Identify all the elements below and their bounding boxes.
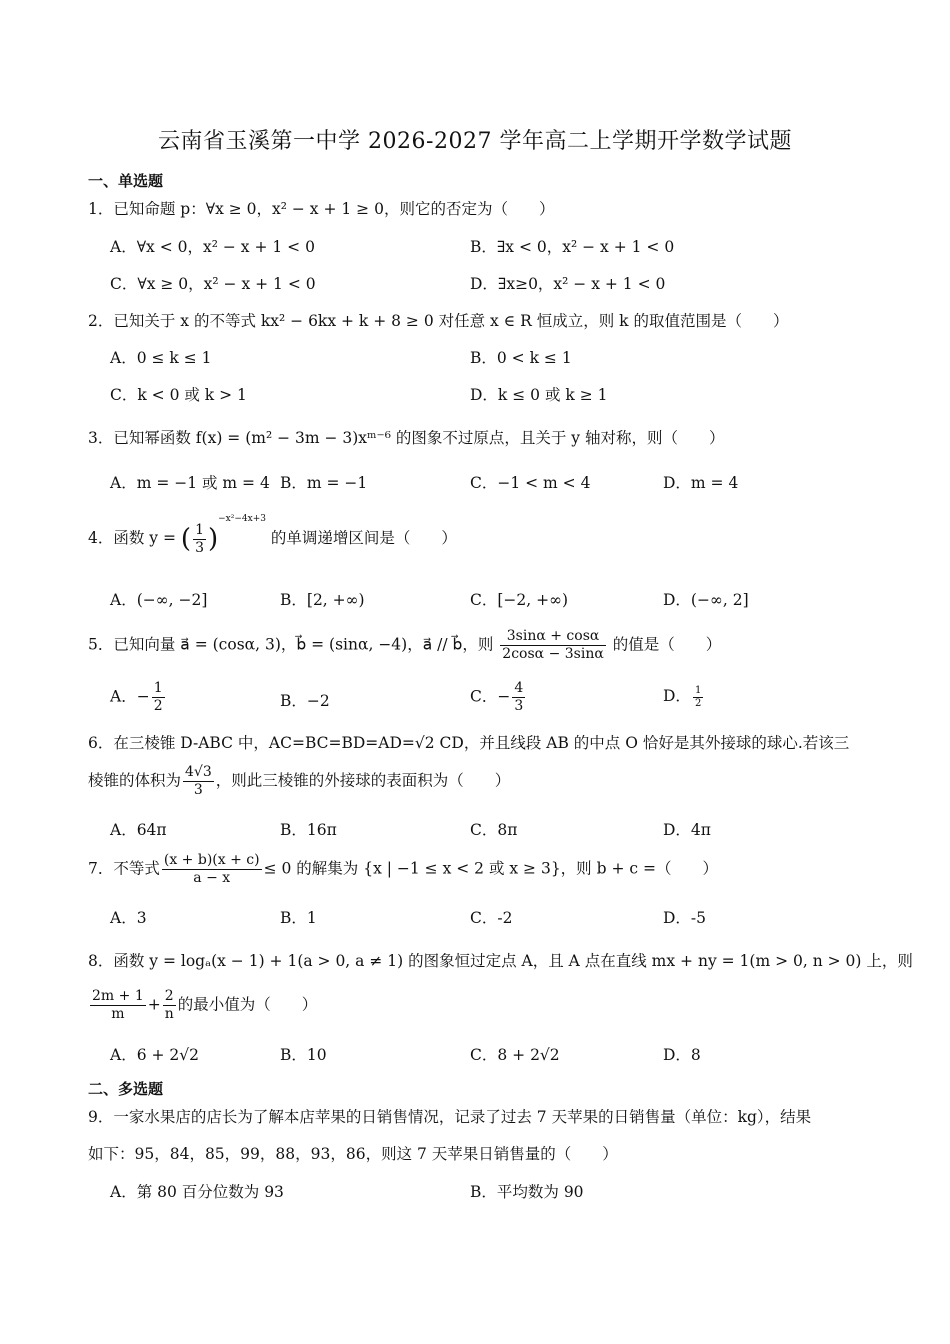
question-5-stem-suffix: 的值是（ ）: [612, 635, 722, 654]
question-5-option-c-denominator: 3: [514, 697, 524, 714]
question-6-fraction-denominator: 3: [193, 781, 203, 798]
question-4-option-b: B．[2, +∞): [280, 591, 365, 609]
question-7-stem: [88, 852, 718, 887]
question-5-option-c-numerator: 4: [514, 680, 524, 696]
question-7-option-a: A．3: [110, 909, 147, 927]
question-6-option-b: B．16π: [280, 821, 337, 839]
question-7-fraction-denominator: a − x: [193, 869, 231, 886]
question-6-line-2: [88, 764, 510, 799]
question-4-option-d: D．(−∞, 2]: [663, 591, 749, 609]
question-2-option-a: A．0 ≤ k ≤ 1: [110, 349, 212, 367]
question-1-option-d: D．∃x≥0，x² − x + 1 < 0: [470, 275, 666, 293]
question-8-line-1: 8．函数 y = logₐ(x − 1) + 1(a > 0, a ≠ 1) 的图象恒过定点 A，且 A 点在直线 mx + ny = 1(m > 0, n > 0) 上，则: [88, 952, 913, 970]
question-4-base-denominator: 3: [195, 539, 204, 556]
question-4-option-c: C．[−2, +∞): [470, 591, 569, 609]
section-heading-single-choice: 一、单选题: [88, 172, 164, 190]
question-8-fraction-2-denominator: n: [164, 1005, 174, 1022]
question-6-option-c: C．8π: [470, 821, 518, 839]
question-9-option-b: B．平均数为 90: [470, 1183, 584, 1201]
question-9-option-a: A．第 80 百分位数为 93: [110, 1183, 284, 1201]
question-1-option-c: C．∀x ≥ 0，x² − x + 1 < 0: [110, 275, 316, 293]
question-5-option-a-prefix: A．−: [110, 687, 150, 706]
question-6-option-d: D．4π: [663, 821, 711, 839]
question-2-option-c: C．k < 0 或 k > 1: [110, 386, 247, 404]
question-4-base-numerator: 1: [195, 521, 204, 538]
question-8-fraction-1-numerator: 2m + 1: [92, 988, 144, 1004]
question-6-line-2-suffix: ，则此三棱锥的外接球的表面积为（ ）: [215, 771, 511, 790]
question-8-plus-sign: +: [147, 995, 161, 1014]
question-6-option-a: A．64π: [110, 821, 167, 839]
question-5-option-a: [110, 680, 167, 715]
question-5-option-b: B．−2: [280, 692, 330, 710]
question-5-fraction-denominator: 2cosα − 3sinα: [502, 645, 604, 662]
question-7-fraction-numerator: (x + b)(x + c): [163, 852, 260, 868]
question-8-fraction-2-numerator: 2: [163, 988, 176, 1006]
question-5-option-a-numerator: 1: [153, 680, 163, 696]
question-5-option-a-denominator: 2: [153, 697, 163, 714]
question-8-option-d: D．8: [663, 1046, 701, 1064]
question-4-stem-prefix: 4．函数 y =: [88, 529, 176, 547]
question-4-option-a: A．(−∞, −2]: [110, 591, 208, 609]
question-7-option-c: C．-2: [470, 909, 513, 927]
question-8-option-c: C．8 + 2√2: [470, 1046, 560, 1064]
question-5-fraction: [500, 628, 606, 663]
question-8-fraction-1-denominator: m: [111, 1005, 125, 1022]
question-5-option-c-prefix: C．−: [470, 687, 511, 706]
question-8-line-2-suffix: 的最小值为（ ）: [177, 995, 318, 1014]
question-8-option-a: A．6 + 2√2: [110, 1046, 199, 1064]
question-6-fraction-numerator: 4√3: [185, 764, 212, 780]
question-3-option-c: C．−1 < m < 4: [470, 474, 591, 492]
question-6-line-1: 6．在三棱锥 D-ABC 中，AC=BC=BD=AD=√2 CD，并且线段 AB 的中点 O 恰好是其外接球的球心.若该三: [88, 734, 850, 752]
question-5-option-d-prefix: D．: [663, 687, 691, 705]
question-7-stem-suffix: ≤ 0 的解集为 {x | −1 ≤ x < 2 或 x ≥ 3}，则 b + c =（ ）: [263, 859, 718, 878]
question-5-fraction-numerator: 3sinα + cosα: [500, 628, 606, 646]
question-8-option-b: B．10: [280, 1046, 327, 1064]
question-5-option-d-denominator: 2: [694, 697, 702, 709]
question-6-line-2-prefix: 棱锥的体积为: [88, 771, 182, 790]
question-7-option-b: B．1: [280, 909, 317, 927]
question-4-base-fraction: [193, 522, 206, 557]
question-5-stem: [88, 628, 721, 663]
question-3-option-b: B．m = −1: [280, 474, 368, 492]
question-2-option-d: D．k ≤ 0 或 k ≥ 1: [470, 386, 608, 404]
question-3-option-d: D．m = 4: [663, 474, 739, 492]
question-5-stem-prefix: 5．已知向量 a⃗ = (cosα, 3)，b⃗ = (sinα, −4)，a⃗ // b⃗，则: [88, 635, 494, 654]
question-4-stem: 4．函数 y = ( $\frac{1}{3}$ )$^{-x^2-4x+3}$ 的单调递增区间是（ ）: [88, 514, 457, 556]
question-1-option-b: B．∃x < 0，x² − x + 1 < 0: [470, 238, 675, 256]
question-1-option-a: A．∀x < 0，x² − x + 1 < 0: [110, 238, 315, 256]
question-2-stem: 2．已知关于 x 的不等式 kx² − 6kx + k + 8 ≥ 0 对任意 x ∈ R 恒成立，则 k 的取值范围是（ ）: [88, 312, 789, 330]
question-5-option-d: [663, 684, 705, 710]
question-3-stem: 3．已知幂函数 f(x) = (m² − 3m − 3)xᵐ⁻⁶ 的图象不过原点，且关于 y 轴对称，则（ ）: [88, 429, 725, 447]
question-5-option-d-numerator: 1: [694, 684, 702, 696]
question-7-option-d: D．-5: [663, 909, 707, 927]
question-9-line-2: 如下：95，84，85，99，88，93，86，则这 7 天苹果日销售量的（ ）: [88, 1145, 618, 1163]
question-3-option-a: A．m = −1 或 m = 4: [110, 474, 270, 492]
question-2-option-b: B．0 < k ≤ 1: [470, 349, 572, 367]
question-9-line-1: 9．一家水果店的店长为了解本店苹果的日销售情况，记录了过去 7 天苹果的日销售量（单位：kg），结果: [88, 1108, 812, 1126]
question-5-option-c: [470, 680, 527, 715]
section-heading-multiple-choice: 二、多选题: [88, 1080, 164, 1098]
question-4-exponent: −x²−4x+3: [218, 514, 266, 524]
exam-title: 云南省玉溪第一中学 2026-2027 学年高二上学期开学数学试题: [158, 129, 792, 154]
question-4-stem-suffix: 的单调递增区间是（ ）: [270, 529, 457, 547]
question-7-stem-prefix: 7．不等式: [88, 859, 160, 878]
question-8-line-2: [88, 988, 317, 1023]
question-1-stem: 1．已知命题 p：∀x ≥ 0，x² − x + 1 ≥ 0，则它的否定为（ ）: [88, 200, 555, 218]
